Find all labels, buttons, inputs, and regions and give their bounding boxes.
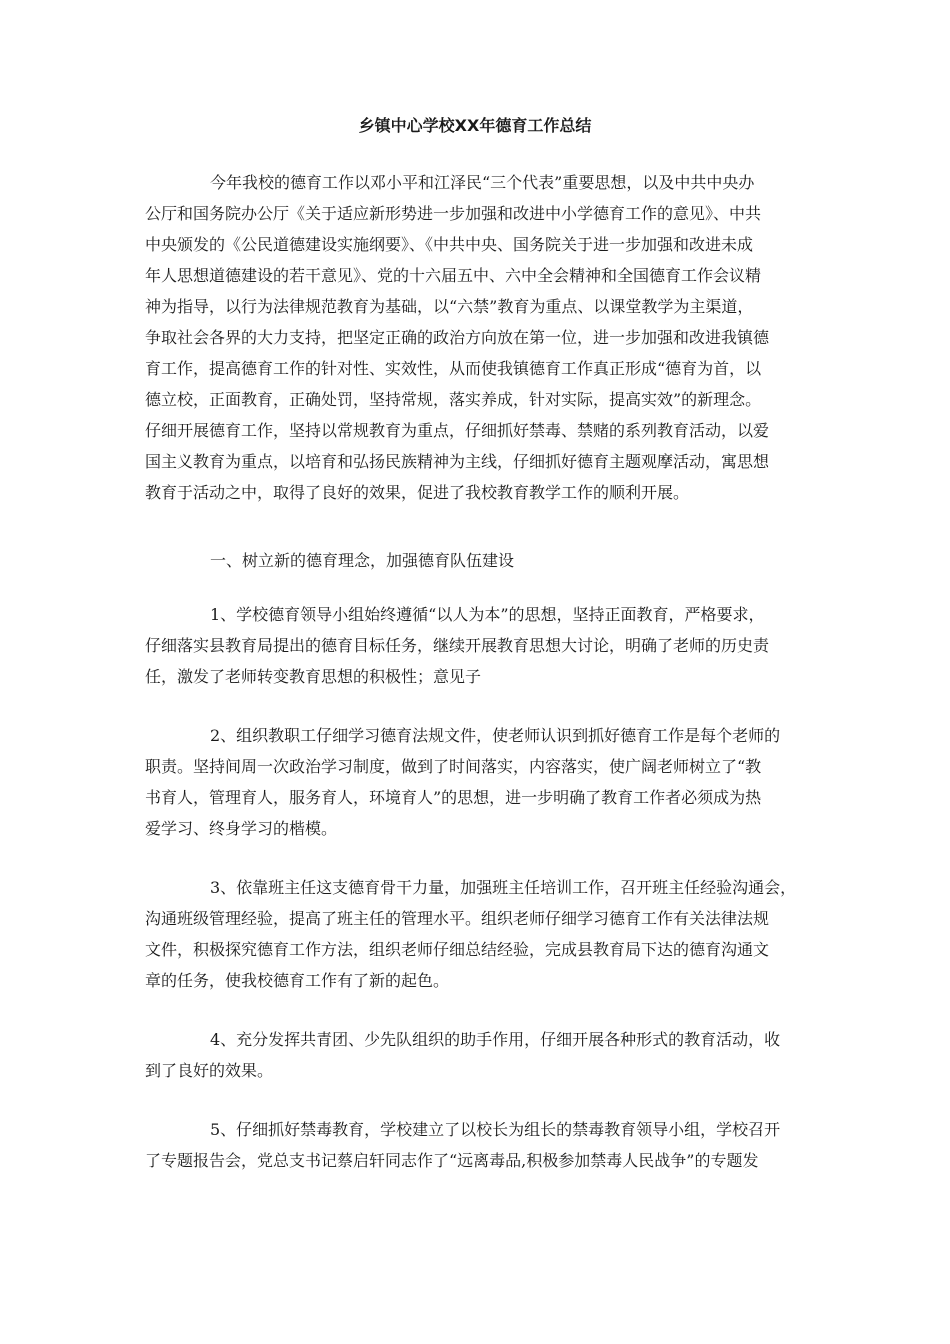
paragraph-line: 章的任务，使我校德育工作有了新的起色。 [145,971,450,990]
paragraph-line: 4、充分发挥共青团、少先队组织的助手作用，仔细开展各种形式的教育活动，收 [210,1030,781,1049]
paragraph-line: 任，激发了老师转变教育思想的积极性；意见子 [145,667,482,686]
item-4-paragraph [145,1024,780,1086]
paragraph-line: 公厅和国务院办公厅《关于适应新形势进一步加强和改进中小学德育工作的意见》、中共 [145,204,762,223]
paragraph-line: 爱学习、终身学习的楷模。 [145,819,338,838]
paragraph-line: 育工作，提高德育工作的针对性、实效性，从而使我镇德育工作真正形成“德育为首，以 [145,359,762,378]
item-3-paragraph [145,872,796,996]
paragraph-line: 5、仔细抓好禁毒教育，学校建立了以校长为组长的禁毒教育领导小组，学校召开 [210,1120,781,1139]
paragraph-line: 中央颁发的《公民道德建设实施纲要》、《中共中央、国务院关于进一步加强和改进未成 [145,235,754,254]
paragraph-line: 沟通班级管理经验，提高了班主任的管理水平。组织老师仔细学习德育工作有关法律法规 [145,909,770,928]
item-1-paragraph [145,599,769,692]
page-title: 乡镇中心学校XX年德育工作总结 [358,116,592,135]
paragraph-line: 仔细落实县教育局提出的德育目标任务，继续开展教育思想大讨论，明确了老师的历史责 [145,636,770,655]
paragraph-line: 德立校，正面教育，正确处罚，坚持常规，落实养成，针对实际，提高实效”的新理念。 [145,390,762,409]
paragraph-line: 文件，积极探究德育工作方法，组织老师仔细总结经验，完成县教育局下达的德育沟通文 [145,940,770,959]
section-heading-text: 一、树立新的德育理念，加强德育队伍建设 [210,551,515,570]
paragraph-line: 国主义教育为重点，以培育和弘扬民族精神为主线，仔细抓好德育主题观摩活动，寓思想 [145,452,770,471]
paragraph-line: 今年我校的德育工作以邓小平和江泽民“三个代表”重要思想，以及中共中央办 [210,173,755,192]
paragraph-line: 到了良好的效果。 [145,1061,274,1080]
paragraph-line: 神为指导，以行为法律规范教育为基础，以“六禁”教育为重点、以课堂教学为主渠道， [145,297,754,316]
paragraph-line: 3、依靠班主任这支德育骨干力量，加强班主任培训工作，召开班主任经验沟通会， [210,878,797,897]
paragraph-line: 书育人，管理育人，服务育人，环境育人”的思想，进一步明确了教育工作者必须成为热 [145,788,762,807]
paragraph-line: 职责。坚持间周一次政治学习制度，做到了时间落实，内容落实，使广阔老师树立了“教 [145,757,762,776]
paragraph-line: 争取社会各界的大力支持，把坚定正确的政治方向放在第一位，进一步加强和改进我镇德 [145,328,770,347]
paragraph-line: 2、组织教职工仔细学习德育法规文件，使老师认识到抓好德育工作是每个老师的 [210,726,781,745]
item-2-paragraph [145,720,780,844]
paragraph-line: 了专题报告会，党总支书记蔡启轩同志作了“远离毒品,积极参加禁毒人民战争”的专题发 [145,1151,759,1170]
paragraph-line: 年人思想道德建设的若干意见》、党的十六届五中、六中全会精神和全国德育工作会议精 [145,266,762,285]
paragraph-line: 仔细开展德育工作，坚持以常规教育为重点，仔细抓好禁毒、禁赌的系列教育活动，以爱 [145,421,770,440]
paragraph-line: 1、学校德育领导小组始终遵循“以人为本”的思想，坚持正面教育，严格要求， [210,605,765,624]
item-5-paragraph [145,1114,780,1176]
intro-paragraph [145,167,769,508]
section-heading [145,545,514,576]
paragraph-line: 教育于活动之中，取得了良好的效果，促进了我校教育教学工作的顺利开展。 [145,483,690,502]
